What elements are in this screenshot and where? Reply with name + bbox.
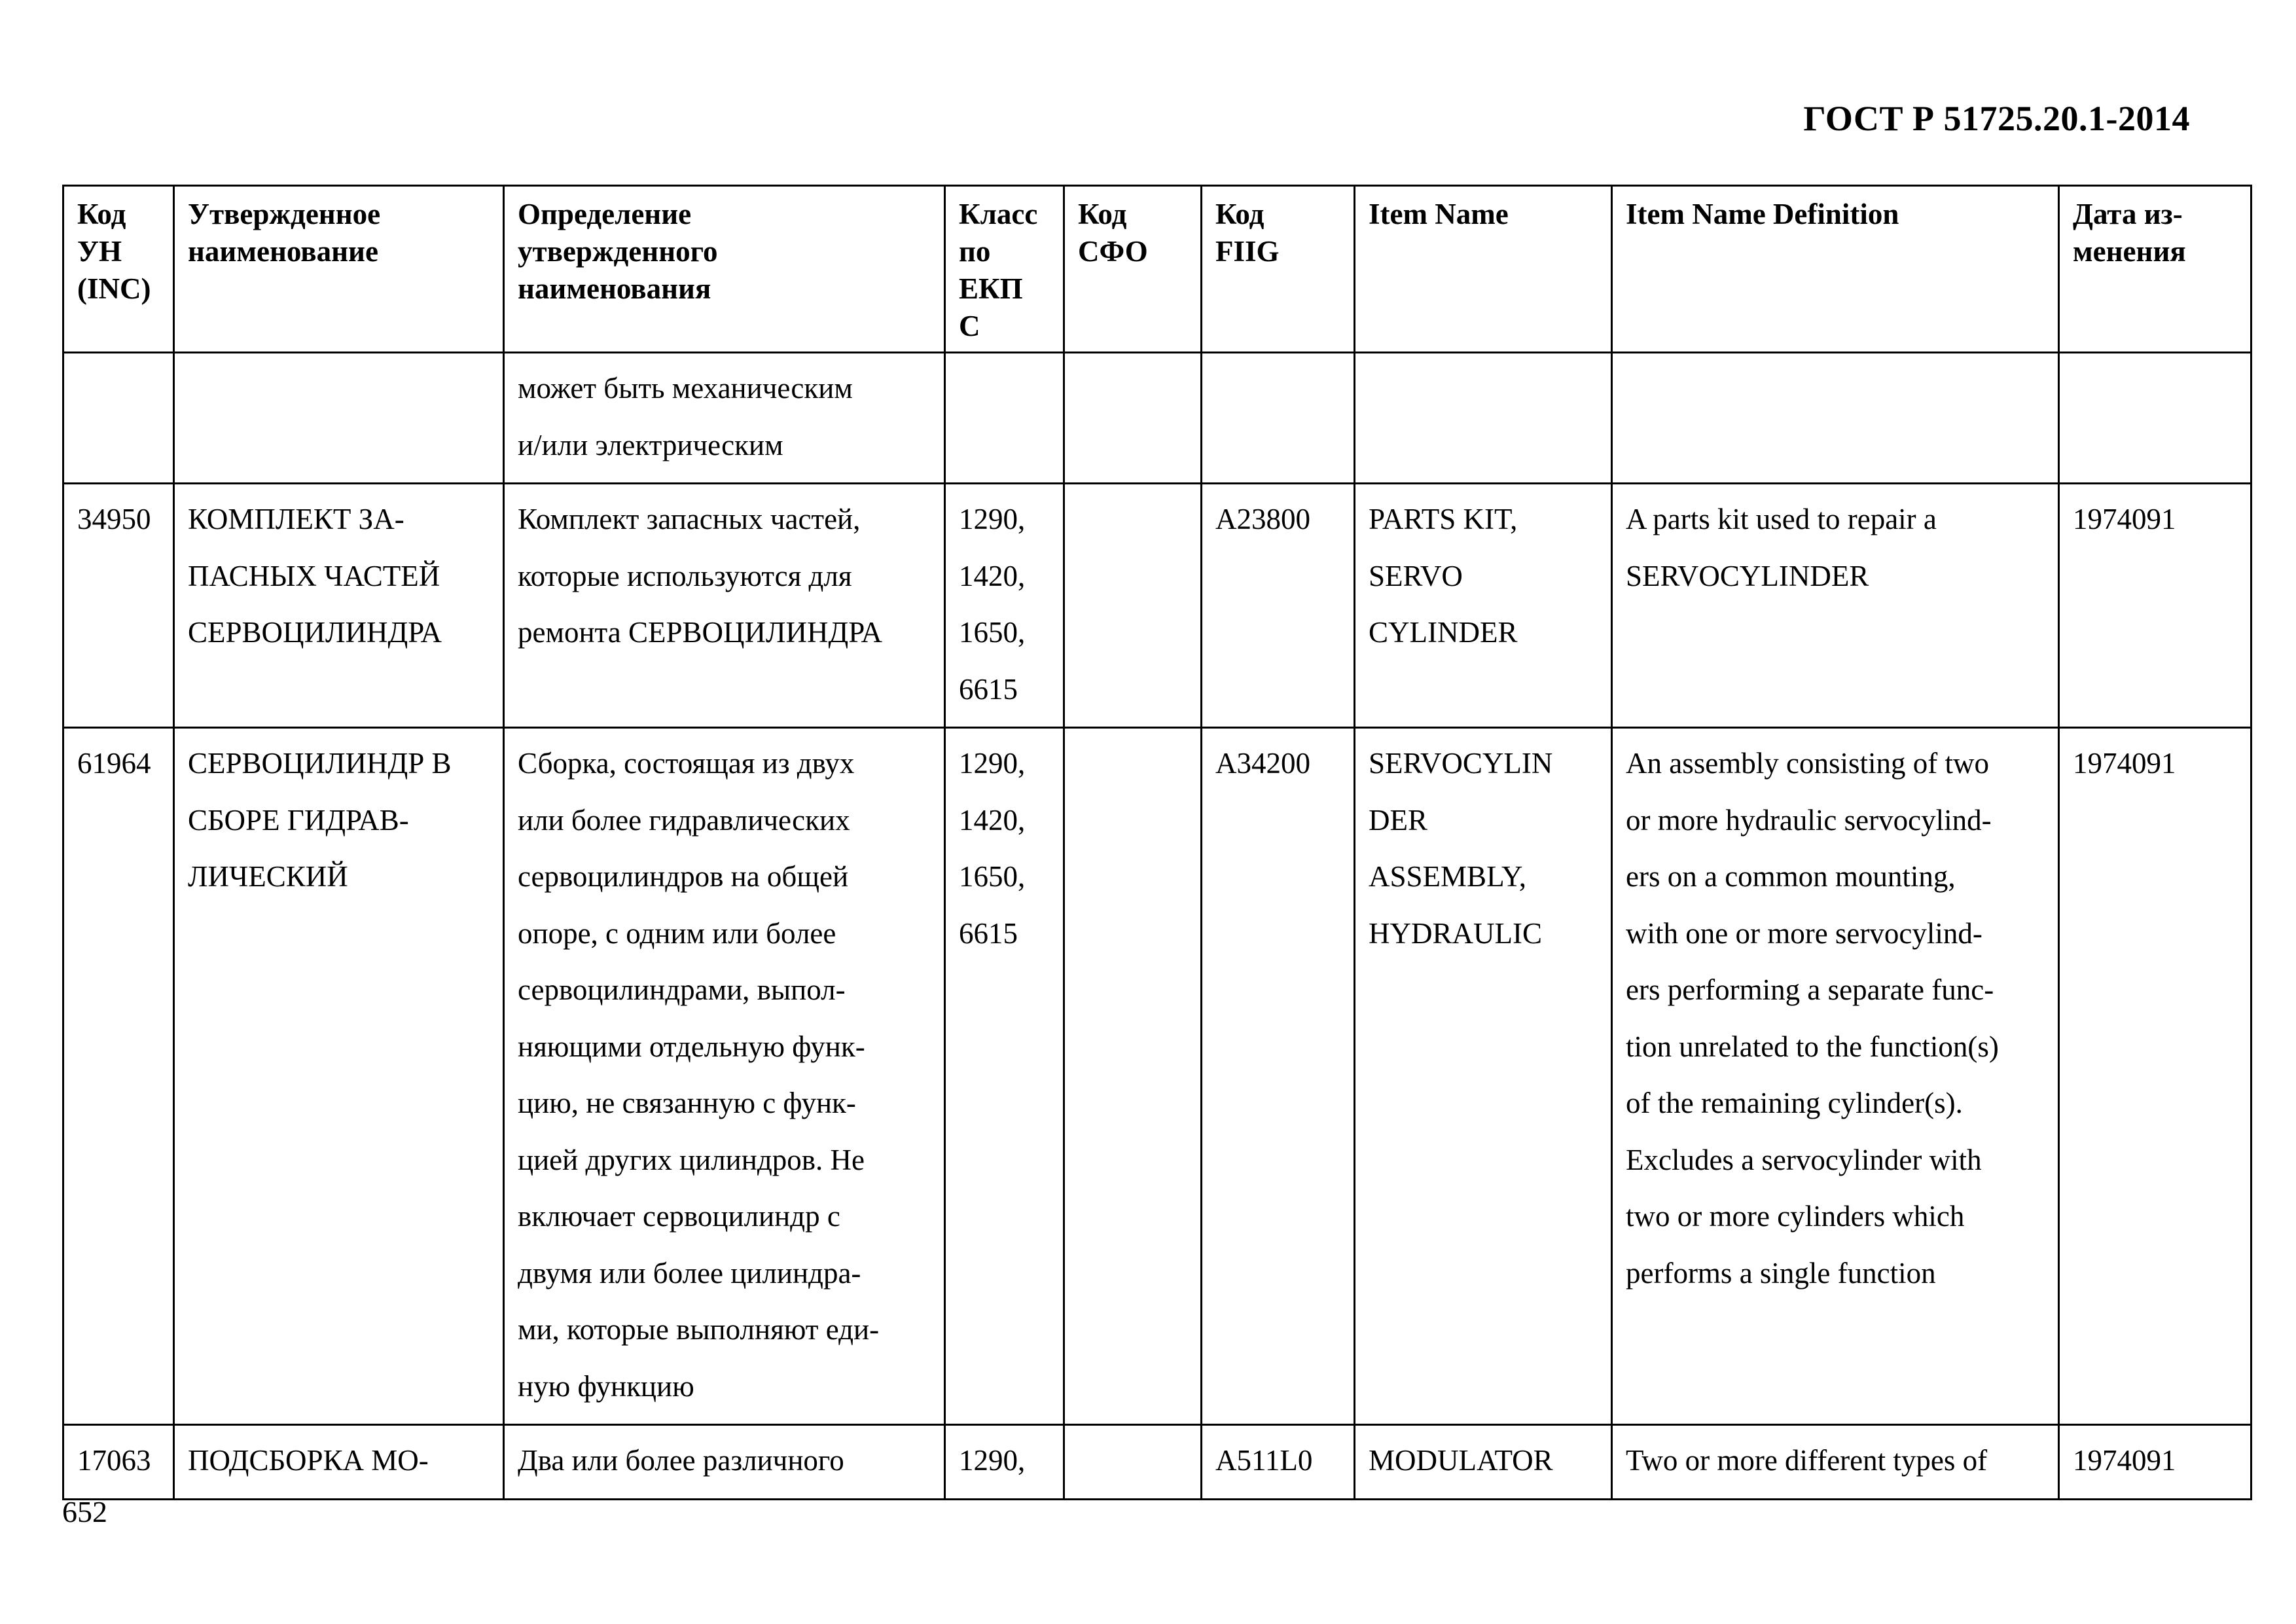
- cell-text-line: СЕРВОЦИЛИНДРА: [188, 616, 442, 649]
- cell-text-line: 1420,: [959, 803, 1026, 837]
- change-date-cell: 1974091: [2059, 1425, 2251, 1500]
- class-cell: [945, 728, 1064, 1425]
- header-label-line: Item Name: [1369, 198, 1509, 230]
- header-label-line: С: [959, 310, 980, 342]
- cell-text-line: цию, не связанную с функ-: [518, 1087, 856, 1119]
- header-label-line: СФО: [1078, 235, 1148, 268]
- cell-text-line: SERVOCYLINDER: [1626, 559, 1869, 592]
- cell-text-line: ми, которые выполняют еди-: [518, 1313, 880, 1346]
- name-definition-cell: [504, 353, 945, 484]
- cell-text-line: PARTS KIT,: [1369, 503, 1518, 535]
- col-header-sfo-code: [1064, 186, 1202, 353]
- cell-text-line: SERVOCYLIN: [1369, 747, 1553, 780]
- item-name-cell: [1355, 1425, 1612, 1500]
- header-label-line: Код: [1078, 198, 1127, 230]
- header-label-line: Определение: [518, 198, 692, 230]
- table-row: [63, 353, 2251, 484]
- header-label-line: наименование: [188, 235, 378, 268]
- cell-text-line: 1420,: [959, 559, 1026, 592]
- inc-cell: 17063: [63, 1425, 174, 1500]
- header-label-line: Код: [1215, 198, 1265, 230]
- change-date-cell: 1974091: [2059, 728, 2251, 1425]
- table-row: [63, 1425, 2251, 1500]
- document-code: ГОСТ Р 51725.20.1-2014: [1803, 99, 2190, 138]
- class-cell: [945, 484, 1064, 728]
- class-cell: [945, 1425, 1064, 1500]
- header-label-line: УН: [77, 235, 122, 268]
- cell-text-line: performs a single function: [1626, 1256, 1936, 1290]
- fiig-code-cell: A23800: [1202, 484, 1355, 728]
- table-row: [63, 484, 2251, 728]
- cell-text-line: tion unrelated to the function(s): [1626, 1030, 1999, 1063]
- cell-text-line: няющими отдельную функ-: [518, 1030, 865, 1063]
- cell-text-line: сервоцилиндров на общей: [518, 860, 849, 893]
- cell-text-line: 1290,: [959, 747, 1026, 780]
- cell-text-line: 6615: [959, 672, 1018, 706]
- header-label-line: менения: [2073, 235, 2186, 268]
- sfo-code-cell: [1064, 728, 1202, 1425]
- cell-text-line: опоре, с одним или более: [518, 916, 836, 950]
- item-name-definition-cell: [1612, 1425, 2059, 1500]
- cell-text-line: ПАСНЫХ ЧАСТЕЙ: [188, 559, 440, 592]
- cell-text-line: DER: [1369, 803, 1427, 837]
- cell-text-line: two or more cylinders which: [1626, 1200, 1965, 1233]
- cell-text-line: ПОДСБОРКА МО-: [188, 1444, 429, 1477]
- cell-text-line: КОМПЛЕКТ ЗА-: [188, 503, 404, 535]
- col-header-item-name: [1355, 186, 1612, 353]
- sfo-code-cell: [1064, 353, 1202, 484]
- item-name-cell: [1355, 484, 1612, 728]
- cell-text-line: 6615: [959, 916, 1018, 950]
- cell-text-line: Комплект запасных частей,: [518, 503, 861, 535]
- cell-text-line: HYDRAULIC: [1369, 916, 1542, 950]
- header-label-line: наименования: [518, 272, 711, 305]
- header-label-line: утвержденного: [518, 235, 718, 268]
- header-label-line: Код: [77, 198, 126, 230]
- cell-text-line: двумя или более цилиндра-: [518, 1256, 861, 1290]
- inc-cell: [63, 353, 174, 484]
- cell-text-line: ers on a common mounting,: [1626, 860, 1956, 893]
- cell-text-line: MODULATOR: [1369, 1444, 1553, 1477]
- header-label-line: Item Name Definition: [1626, 198, 1899, 230]
- name-definition-cell: [504, 728, 945, 1425]
- header-label-line: Класс: [959, 198, 1038, 230]
- cell-text-line: ремонта СЕРВОЦИЛИНДРА: [518, 616, 882, 649]
- name-definition-cell: [504, 484, 945, 728]
- cell-text-line: CYLINDER: [1369, 616, 1518, 649]
- cell-text-line: может быть механическим: [518, 372, 853, 405]
- col-header-name-definition: [504, 186, 945, 353]
- cell-text-line: или более гидравлических: [518, 803, 850, 837]
- cell-text-line: и/или электрическим: [518, 428, 783, 461]
- change-date-cell: 1974091: [2059, 484, 2251, 728]
- cell-text-line: которые используются для: [518, 559, 852, 592]
- col-header-approved-name: [174, 186, 504, 353]
- sfo-code-cell: [1064, 484, 1202, 728]
- item-name-definition-cell: [1612, 728, 2059, 1425]
- cell-text-line: with one or more servocylind-: [1626, 916, 1982, 950]
- page-number: 652: [62, 1495, 107, 1528]
- cell-text-line: An assembly consisting of two: [1626, 747, 1989, 780]
- approved-name-cell: [174, 728, 504, 1425]
- fiig-code-cell: A511L0: [1202, 1425, 1355, 1500]
- change-date-cell: [2059, 353, 2251, 484]
- fiig-code-cell: A34200: [1202, 728, 1355, 1425]
- cell-text-line: ЛИЧЕСКИЙ: [188, 860, 348, 893]
- item-name-definition-cell: [1612, 353, 2059, 484]
- approved-name-cell: [174, 353, 504, 484]
- col-header-item-name-definition: [1612, 186, 2059, 353]
- class-cell: [945, 353, 1064, 484]
- approved-name-cell: [174, 484, 504, 728]
- cell-text-line: ers performing a separate func-: [1626, 973, 1994, 1006]
- cell-text-line: СБОРЕ ГИДРАВ-: [188, 803, 409, 837]
- header-label-line: ЕКП: [959, 272, 1023, 305]
- approved-name-cell: [174, 1425, 504, 1500]
- item-name-cell: [1355, 728, 1612, 1425]
- cell-text-line: ную функцию: [518, 1369, 694, 1403]
- cell-text-line: Excludes a servocylinder with: [1626, 1143, 1982, 1176]
- table-row: [63, 728, 2251, 1425]
- col-header-class: [945, 186, 1064, 353]
- cell-text-line: включает сервоцилиндр с: [518, 1200, 840, 1233]
- header-label-line: FIIG: [1215, 235, 1280, 268]
- cell-text-line: СЕРВОЦИЛИНДР В: [188, 747, 452, 780]
- item-name-cell: [1355, 353, 1612, 484]
- cell-text-line: Сборка, состоящая из двух: [518, 747, 855, 780]
- inc-cell: 61964: [63, 728, 174, 1425]
- cell-text-line: of the remaining cylinder(s).: [1626, 1087, 1963, 1119]
- item-name-definition-cell: [1612, 484, 2059, 728]
- cell-text-line: Два или более различного: [518, 1444, 844, 1477]
- header-label-line: Утвержденное: [188, 198, 381, 230]
- header-label-line: Дата из-: [2073, 198, 2183, 230]
- col-header-inc: [63, 186, 174, 353]
- cell-text-line: 1650,: [959, 860, 1026, 893]
- cell-text-line: ASSEMBLY,: [1369, 860, 1526, 893]
- name-definition-cell: [504, 1425, 945, 1500]
- sfo-code-cell: [1064, 1425, 1202, 1500]
- cell-text-line: SERVO: [1369, 559, 1463, 592]
- item-name-table: [62, 185, 2252, 1500]
- cell-text-line: сервоцилиндрами, выпол-: [518, 973, 846, 1006]
- cell-text-line: цией других цилиндров. Не: [518, 1143, 865, 1176]
- table-header-row: [63, 186, 2251, 353]
- cell-text-line: or more hydraulic servocylind-: [1626, 803, 1992, 837]
- cell-text-line: Two or more different types of: [1626, 1444, 1988, 1477]
- inc-cell: 34950: [63, 484, 174, 728]
- col-header-change-date: [2059, 186, 2251, 353]
- header-label-line: (INC): [77, 272, 151, 305]
- cell-text-line: 1290,: [959, 503, 1026, 535]
- cell-text-line: A parts kit used to repair a: [1626, 503, 1937, 535]
- fiig-code-cell: [1202, 353, 1355, 484]
- cell-text-line: 1650,: [959, 616, 1026, 649]
- cell-text-line: 1290,: [959, 1444, 1026, 1477]
- col-header-fiig-code: [1202, 186, 1355, 353]
- header-label-line: по: [959, 235, 991, 268]
